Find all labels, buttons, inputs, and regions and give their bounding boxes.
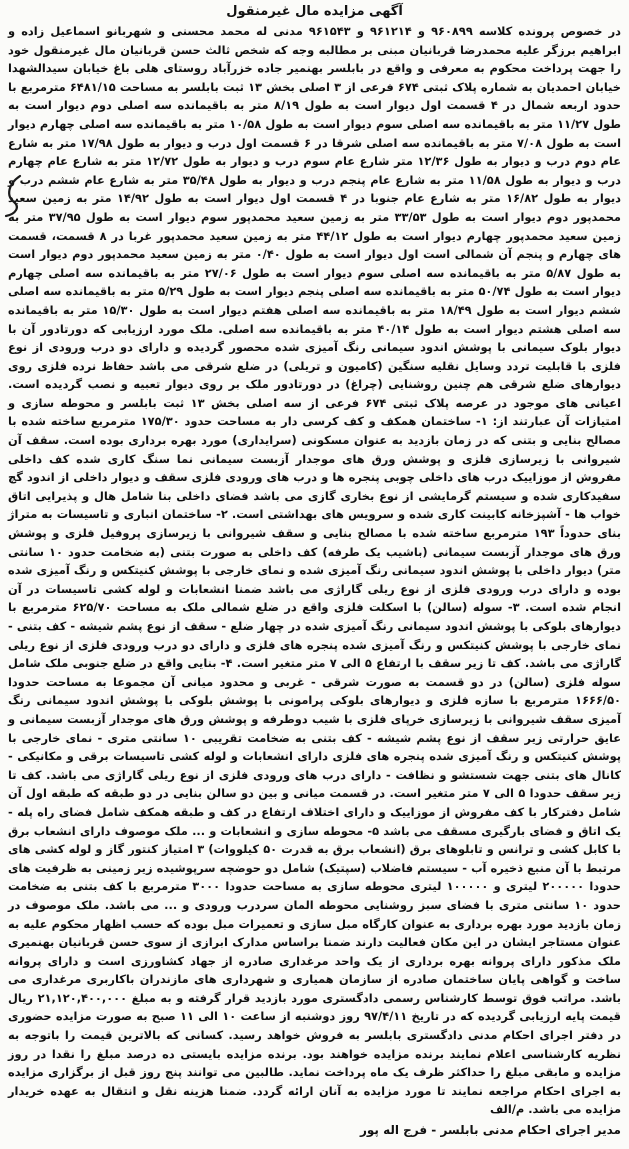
notice-signature: مدیر اجرای احکام مدنی بابلسر - فرج اله پور <box>359 1123 621 1138</box>
notice-body: در خصوص پرونده کلاسه ۹۶۰۸۹۹ و ۹۶۱۲۱۴ و ۹۶۱۵۴۳ مدنی له محمد محسنی و شهربانو اسماعیل زاده و ابراهیم برزگر علیه محمدرضا قربانیان مبنی بر مطالبه وجه که شخص ثالث حسن قربانیان مال غیرمنقول خود را جهت پرداخت محکوم به معرفی و واقع در بابلسر بهنمیر جاده خزرآباد روستای هلی باغ خیابان سیدالشهدا خیابان احمدیان به شماره پلاک ثبتی ۶۷۴ فرعی از ۳ اصلی بخش ۱۳ ثبت بابلسر به مساحت ۶۴۸۱/۱۵ مترمربع با حدود اربعه شمال در ۴ قسمت اول دیوار است به طول ۸/۱۹ متر به باقیمانده سه اصلی دوم دیوار است به طول ۱۱/۲۷ متر به باقیمانده سه اصلی سوم دیوار است به طول ۱۰/۵۸ متر به باقیمانده سه اصلی چهارم دیوار است به طول ۷/۰۸ متر به باقیمانده سه اصلی شرقا در ۶ قسمت اول درب و دیوار به طول ۱۷/۹۸ متر به شارع عام دوم درب و دیوار به طول ۱۲/۳۶ متر شارع عام سوم درب و دیوار به طول ۱۲/۷۲ متر به شارع عام چهارم درب و دیوار به طول ۱۱/۵۸ متر به شارع عام پنجم درب و دیوار به طول ۳۵/۴۸ متر به شارع عام ششم درب و دیوار به طول ۱۶/۸۲ متر به شارع عام جنوبا در ۴ قسمت اول دیوار است به طول ۱۴/۹۲ متر به زمین سعید محمدپور دوم دیوار است به طول ۳۳/۵۳ متر به زمین سعید محمدپور سوم دیوار است به طول ۳۷/۹۵ متر به زمین سعید محمدپور چهارم دیوار است به طول ۴۴/۱۲ متر به زمین سعید محمدپور غربا در ۸ قسمت، قسمت های چهارم و پنجم آن شمالی است اول دیوار است به طول ۰/۴۰ متر به زمین سعید محمدپور دوم دیوار است به طول ۵/۸۷ متر به باقیمانده سه اصلی سوم دیوار است به طول ۲۷/۰۶ متر به باقیمانده سه اصلی چهارم دیوار است به طول ۵۰/۷۴ متر به باقیمانده سه اصلی پنجم دیوار است به طول ۵/۲۹ متر به باقیمانده سه اصلی ششم دیوار است به طول ۱۸/۴۹ متر به باقیمانده سه اصلی هفتم دیوار است به طول ۱۵/۳۰ متر به باقیمانده سه اصلی هشتم دیوار است به طول ۴۰/۱۴ متر به باقیمانده سه اصلی. ملک مورد ارزیابی که دورتادور آن با دیوار بلوک سیمانی با پوشش اندود سیمانی رنگ آمیزی شده محصور گردیده و دارای دو درب ورودی از نوع فلزی با قابلیت تردد وسایل نقلیه سنگین (کامیون و تریلی) در ضلع شرقی می باشد حفاظ نرده فلزی روی دیوارهای ضلع شرقی هم چنین روشنایی (چراغ) در دورتادور ملک بر روی دیوار تعبیه و نصب گردیده است. اعیانی های موجود در عرصه پلاک ثبتی ۶۷۴ فرعی از سه اصلی بخش ۱۳ ثبت بابلسر و محوطه سازی و امتیازات آن عبارتند از: ۱- ساختمان همکف و کف کرسی دار به مساحت حدود ۱۷۵/۳۰ مترمربع ساخته شده با مصالح بنایی و بتنی که در زمان بازدید به عنوان مسکونی (سرایداری) مورد بهره برداری بوده است. سقف آن شیروانی با زیرسازی فلزی و پوشش ورق های موجدار آزبست سیمانی نما سنگ کاری شده کف داخلی مفروش از موزاییک درب های داخلی چوبی پنجره ها و درب های ورودی فلزی سقف و دیوار داخلی از اندود گچ سفیدکاری شده و سیستم گرمایشی از نوع بخاری گازی می باشد فضای داخلی بنا شامل هال و پذیرایی اتاق خواب ها - آشپزخانه کابینت کاری شده و سرویس های بهداشتی است. ۲- ساختمان انباری و تاسیسات به متراژ بنای حدوداً ۱۹۳ مترمربع ساخته شده با مصالح بنایی و سقف شیروانی با زیرسازی پروفیل فلزی و پوشش ورق های موجدار آزبست سیمانی (باشیب یک طرفه) کف داخلی به صورت بتنی (به ضخامت حدود ۱۰ سانتی متر) دیوار داخلی با پوشش اندود سیمانی رنگ آمیزی شده و نمای خارجی با پوشش کنیتکس و رنگ آمیزی شده بوده و دارای درب ورودی فلزی از نوع ریلی گاراژی می باشد ضمنا انشعابات و لوله کشی تاسیسات در آن انجام شده است. ۳- سوله (سالن) با اسکلت فلزی واقع در ضلع شمالی ملک به مساحت ۶۲۵/۷۰ مترمربع با دیوارهای بلوکی با پوشش اندود سیمانی رنگ آمیزی شده در چهار ضلع - سقف از نوع پشم شیشه - کف بتنی - نمای خارجی با پوشش کنیتکس و رنگ آمیزی شده پنجره های فلزی و دارای دو درب ورودی فلزی از نوع ریلی گاراژی می باشد. کف تا زیر سقف با ارتفاع ۵ الی ۷ متر متغیر است. ۴- بنایی واقع در ضلع جنوبی ملک شامل سوله فلزی (سالن) در دو قسمت به صورت شرقی - غربی و محدود میانی آن مجموعا به مساحت حدودا ۱۶۶۶/۵۰ مترمربع با سازه فلزی و دیوارهای بلوکی پرامونی با پوشش بلوکی با پوشش اندود سیمانی رنگ آمیزی سقف شیروانی با زیرسازی خرپای فلزی با شیب دوطرفه و پوشش ورق های موجدار آزبست سیمانی و عایق حرارتی زیر سقف از نوع پشم شیشه - کف بتنی به ضخامت تقریبی ۱۰ سانتی متری - نمای خارجی با پوشش کنیتکس و رنگ آمیزی شده پنجره های فلزی دارای انشعابات و لوله کشی تاسیسات برقی و مکانیکی - کانال های بتنی جهت شستشو و نظافت - دارای درب های ورودی فلزی از نوع ریلی گاراژی می باشد. کف تا زیر سقف حدودا ۵ الی ۷ متر متغیر است. در قسمت میانی و بین دو سالن بنایی در دو طبقه که طبقه اول آن شامل دفترکار با کف مفروش از موزاییک و دارای اختلاف ارتفاع در کف و طبقه همکف شامل فضای راه پله - یک اتاق و فضای بارگیری مسقف می باشد ۵- محوطه سازی و انشعابات و ... ملک موصوف دارای انشعاب برق با کابل کشی و ترانس و تابلوهای برق (انشعاب برق به قدرت ۵۰ کیلووات) ۳ امتیاز کنتور گاز و لوله کشی های مرتبط با آن منبع ذخیره آب - سیستم فاضلاب (سپتیک) شامل دو حوضچه سرپوشیده زیر زمینی به ظرفیت های حدودا ۲۰۰۰۰۰ لیتری و ۱۰۰۰۰۰ لیتری محوطه سازی به مساحت حدودا ۳۰۰۰ مترمربع با کف بتنی به ضخامت حدود ۱۰ سانتی متری با فضای سبز روشنایی محوطه المان سردرب ورودی و ... می باشد. ملک موصوف در زمان بازدید مورد بهره برداری به عنوان کارگاه مبل سازی و تعمیرات مبل بوده که حسب اظهار محکوم علیه به عنوان مستاجر ایشان در این مکان فعالیت دارند ضمنا براساس مدارک ابرازی از سوی حسن قربانیان بهنمیری ملک مذکور دارای پروانه بهره برداری از یک واحد مرغداری صادره از جهاد کشاورزی است و دارای پروانه ساخت و گواهی پایان ساختمان صادره از سازمان همیاری و شهرداری های مازندران باکاربری مرغداری می باشد. مراتب فوق توسط کارشناس رسمی دادگستری مورد بازدید قرار گرفته و به مبلغ ۲۱,۱۲۰,۴۰۰,۰۰۰ ریال قیمت پایه ارزیابی گردیده که در تاریخ ۹۷/۴/۱۱ روز دوشنبه از ساعت ۱۰ الی ۱۱ صبح به صورت مزایده حضوری در دفتر اجرای احکام مدنی دادگستری بابلسر به فروش خواهد رسید. کسانی که بالاترین قیمت را باتوجه به نظریه کارشناسی اعلام نمایند برنده مزایده خواهند بود. برنده مزایده بایستی ده درصد مبلغ را نقدا در روز مزایده و مابقی مبلغ را حداکثر ظرف یک ماه پرداخت نماید. طالبین می توانند پنج روز قبل از برگزاری مزایده به اجرای احکام مراجعه نمایند تا مورد مزایده به آنان ارائه گردد. ضمنا هزینه نقل و انتقال به عهده خریدار مزایده می باشد. م/الف <box>8 24 622 1117</box>
notice-title: آگهی مزایده مال غیرمنقول <box>226 4 403 19</box>
